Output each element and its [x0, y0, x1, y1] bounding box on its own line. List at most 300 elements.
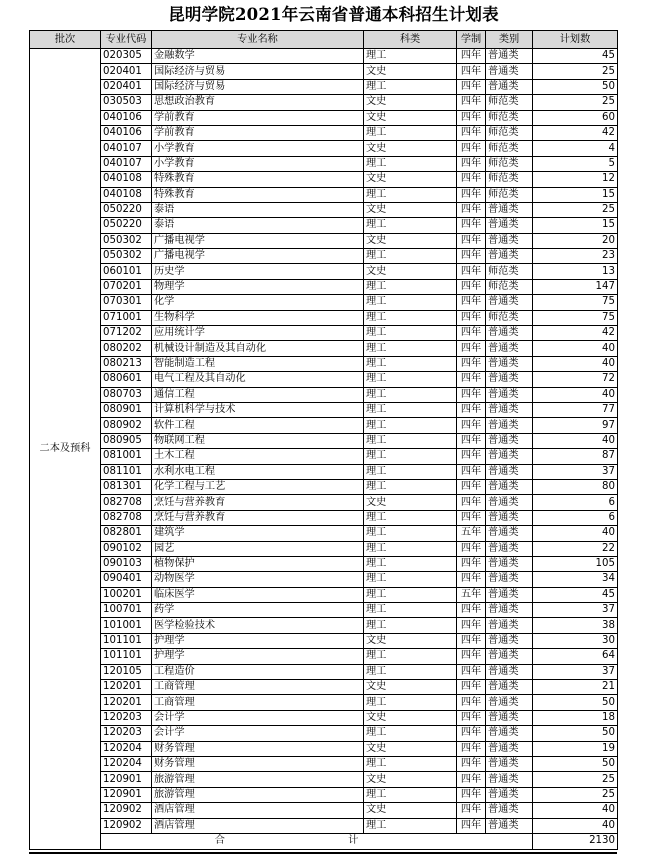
subject-category-cell: 理工 — [364, 664, 457, 679]
plan-count-cell: 25 — [533, 772, 618, 787]
duration-cell: 四年 — [457, 449, 486, 464]
type-cell: 普通类 — [486, 218, 533, 233]
table-row — [30, 526, 618, 541]
major-name-cell: 烹饪与营养教育 — [152, 510, 364, 525]
table-row — [30, 202, 618, 217]
major-name-cell: 旅游管理 — [152, 787, 364, 802]
major-code-cell: 020305 — [101, 49, 152, 64]
major-name-cell: 学前教育 — [152, 110, 364, 125]
type-cell: 普通类 — [486, 526, 533, 541]
duration-cell: 四年 — [457, 95, 486, 110]
duration-cell: 四年 — [457, 172, 486, 187]
table-row — [30, 726, 618, 741]
subject-category-cell: 理工 — [364, 249, 457, 264]
duration-cell: 四年 — [457, 572, 486, 587]
plan-count-cell: 40 — [533, 803, 618, 818]
plan-count-cell: 37 — [533, 464, 618, 479]
subject-category-cell: 理工 — [364, 418, 457, 433]
table-row — [30, 603, 618, 618]
major-name-cell: 广播电视学 — [152, 249, 364, 264]
type-cell: 普通类 — [486, 387, 533, 402]
major-code-cell: 050302 — [101, 233, 152, 248]
plan-count-cell: 42 — [533, 125, 618, 140]
header-batch: 批次 — [30, 31, 101, 49]
major-code-cell: 040106 — [101, 125, 152, 140]
duration-cell: 四年 — [457, 64, 486, 79]
table-row — [30, 633, 618, 648]
plan-count-cell: 147 — [533, 279, 618, 294]
subject-category-cell: 理工 — [364, 526, 457, 541]
subject-category-cell: 文史 — [364, 741, 457, 756]
plan-count-cell: 30 — [533, 633, 618, 648]
major-name-cell: 水利水电工程 — [152, 464, 364, 479]
type-cell: 师范类 — [486, 125, 533, 140]
table-row — [30, 772, 618, 787]
table-row — [30, 95, 618, 110]
duration-cell: 四年 — [457, 772, 486, 787]
major-name-cell: 工商管理 — [152, 695, 364, 710]
type-cell: 普通类 — [486, 372, 533, 387]
plan-count-cell: 6 — [533, 495, 618, 510]
plan-count-cell: 6 — [533, 510, 618, 525]
major-code-cell: 071202 — [101, 326, 152, 341]
subject-category-cell: 文史 — [364, 803, 457, 818]
table-row — [30, 79, 618, 94]
type-cell: 师范类 — [486, 264, 533, 279]
duration-cell: 四年 — [457, 202, 486, 217]
table-row — [30, 464, 618, 479]
duration-cell: 四年 — [457, 264, 486, 279]
major-code-cell: 120901 — [101, 787, 152, 802]
duration-cell: 四年 — [457, 156, 486, 171]
subject-category-cell: 理工 — [364, 387, 457, 402]
header-type: 类别 — [486, 31, 533, 49]
plan-count-cell: 40 — [533, 341, 618, 356]
duration-cell: 四年 — [457, 341, 486, 356]
type-cell: 普通类 — [486, 326, 533, 341]
table-row — [30, 279, 618, 294]
total-value: 2130 — [533, 833, 618, 849]
type-cell: 普通类 — [486, 587, 533, 602]
table-row — [30, 649, 618, 664]
plan-count-cell: 34 — [533, 572, 618, 587]
table-row — [30, 218, 618, 233]
subject-category-cell: 文史 — [364, 202, 457, 217]
duration-cell: 四年 — [457, 556, 486, 571]
duration-cell: 四年 — [457, 249, 486, 264]
major-code-cell: 120902 — [101, 818, 152, 833]
major-name-cell: 烹饪与营养教育 — [152, 495, 364, 510]
duration-cell: 四年 — [457, 356, 486, 371]
subject-category-cell: 理工 — [364, 572, 457, 587]
major-name-cell: 临床医学 — [152, 587, 364, 602]
table-row — [30, 618, 618, 633]
major-name-cell: 生物科学 — [152, 310, 364, 325]
type-cell: 普通类 — [486, 233, 533, 248]
plan-count-cell: 50 — [533, 726, 618, 741]
type-cell: 普通类 — [486, 633, 533, 648]
duration-cell: 四年 — [457, 495, 486, 510]
subject-category-cell: 文史 — [364, 633, 457, 648]
table-row — [30, 295, 618, 310]
plan-count-cell: 40 — [533, 433, 618, 448]
major-name-cell: 特殊教育 — [152, 187, 364, 202]
subject-category-cell: 理工 — [364, 556, 457, 571]
major-code-cell: 020401 — [101, 79, 152, 94]
plan-count-cell: 64 — [533, 649, 618, 664]
type-cell: 普通类 — [486, 433, 533, 448]
table-row — [30, 664, 618, 679]
subject-category-cell: 理工 — [364, 479, 457, 494]
table-row — [30, 156, 618, 171]
major-name-cell: 应用统计学 — [152, 326, 364, 341]
table-row — [30, 249, 618, 264]
major-code-cell: 020401 — [101, 64, 152, 79]
major-name-cell: 会计学 — [152, 726, 364, 741]
plan-count-cell: 77 — [533, 402, 618, 417]
major-code-cell: 050220 — [101, 202, 152, 217]
table-body — [30, 49, 618, 850]
major-code-cell: 040107 — [101, 156, 152, 171]
major-code-cell: 120201 — [101, 695, 152, 710]
major-name-cell: 建筑学 — [152, 526, 364, 541]
header-duration: 学制 — [457, 31, 486, 49]
type-cell: 普通类 — [486, 418, 533, 433]
major-name-cell: 特殊教育 — [152, 172, 364, 187]
type-cell: 普通类 — [486, 772, 533, 787]
enrollment-plan-table — [29, 30, 618, 850]
type-cell: 普通类 — [486, 341, 533, 356]
duration-cell: 四年 — [457, 295, 486, 310]
major-code-cell: 090401 — [101, 572, 152, 587]
total-row — [30, 833, 618, 849]
table-row — [30, 264, 618, 279]
table-row — [30, 572, 618, 587]
duration-cell: 四年 — [457, 326, 486, 341]
major-code-cell: 120204 — [101, 741, 152, 756]
table-row — [30, 187, 618, 202]
major-code-cell: 120201 — [101, 680, 152, 695]
plan-count-cell: 21 — [533, 680, 618, 695]
table-row — [30, 695, 618, 710]
type-cell: 普通类 — [486, 449, 533, 464]
major-name-cell: 化学工程与工艺 — [152, 479, 364, 494]
table-row — [30, 741, 618, 756]
type-cell: 普通类 — [486, 818, 533, 833]
major-name-cell: 园艺 — [152, 541, 364, 556]
subject-category-cell: 文史 — [364, 95, 457, 110]
major-code-cell: 082708 — [101, 495, 152, 510]
subject-category-cell: 理工 — [364, 79, 457, 94]
major-code-cell: 050302 — [101, 249, 152, 264]
major-name-cell: 泰语 — [152, 202, 364, 217]
major-name-cell: 土木工程 — [152, 449, 364, 464]
major-code-cell: 081301 — [101, 479, 152, 494]
major-code-cell: 030503 — [101, 95, 152, 110]
duration-cell: 四年 — [457, 402, 486, 417]
table-header-row — [30, 31, 618, 49]
subject-category-cell: 理工 — [364, 125, 457, 140]
major-code-cell: 080213 — [101, 356, 152, 371]
table-row — [30, 310, 618, 325]
type-cell: 普通类 — [486, 664, 533, 679]
type-cell: 普通类 — [486, 710, 533, 725]
table-row — [30, 418, 618, 433]
table-row — [30, 110, 618, 125]
table-row — [30, 787, 618, 802]
table-row — [30, 756, 618, 771]
major-name-cell: 酒店管理 — [152, 803, 364, 818]
duration-cell: 四年 — [457, 695, 486, 710]
type-cell: 普通类 — [486, 64, 533, 79]
duration-cell: 四年 — [457, 372, 486, 387]
table-row — [30, 541, 618, 556]
major-code-cell: 100701 — [101, 603, 152, 618]
table-row — [30, 433, 618, 448]
duration-cell: 四年 — [457, 818, 486, 833]
plan-count-cell: 5 — [533, 156, 618, 171]
type-cell: 普通类 — [486, 649, 533, 664]
major-code-cell: 101101 — [101, 649, 152, 664]
major-name-cell: 国际经济与贸易 — [152, 79, 364, 94]
plan-count-cell: 50 — [533, 79, 618, 94]
table-row — [30, 556, 618, 571]
plan-count-cell: 42 — [533, 326, 618, 341]
subject-category-cell: 理工 — [364, 310, 457, 325]
subject-category-cell: 文史 — [364, 141, 457, 156]
plan-count-cell: 15 — [533, 218, 618, 233]
major-code-cell: 080902 — [101, 418, 152, 433]
major-code-cell: 120203 — [101, 726, 152, 741]
plan-count-cell: 25 — [533, 787, 618, 802]
table-row — [30, 818, 618, 833]
duration-cell: 四年 — [457, 279, 486, 294]
table-row — [30, 356, 618, 371]
type-cell: 普通类 — [486, 49, 533, 64]
major-code-cell: 090102 — [101, 541, 152, 556]
table-row — [30, 64, 618, 79]
duration-cell: 四年 — [457, 187, 486, 202]
major-code-cell: 040107 — [101, 141, 152, 156]
major-name-cell: 会计学 — [152, 710, 364, 725]
major-name-cell: 国际经济与贸易 — [152, 64, 364, 79]
subject-category-cell: 理工 — [364, 279, 457, 294]
duration-cell: 四年 — [457, 510, 486, 525]
type-cell: 普通类 — [486, 249, 533, 264]
plan-count-cell: 40 — [533, 387, 618, 402]
table-row — [30, 479, 618, 494]
subject-category-cell: 理工 — [364, 433, 457, 448]
plan-count-cell: 22 — [533, 541, 618, 556]
duration-cell: 四年 — [457, 649, 486, 664]
plan-count-cell: 18 — [533, 710, 618, 725]
type-cell: 师范类 — [486, 310, 533, 325]
major-name-cell: 电气工程及其自动化 — [152, 372, 364, 387]
plan-count-cell: 97 — [533, 418, 618, 433]
duration-cell: 四年 — [457, 479, 486, 494]
subject-category-cell: 理工 — [364, 341, 457, 356]
plan-count-cell: 37 — [533, 603, 618, 618]
major-code-cell: 080202 — [101, 341, 152, 356]
major-name-cell: 小学教育 — [152, 141, 364, 156]
plan-count-cell: 38 — [533, 618, 618, 633]
table-row — [30, 387, 618, 402]
table-row — [30, 141, 618, 156]
major-name-cell: 物联网工程 — [152, 433, 364, 448]
type-cell: 普通类 — [486, 402, 533, 417]
plan-count-cell: 60 — [533, 110, 618, 125]
major-code-cell: 050220 — [101, 218, 152, 233]
duration-cell: 四年 — [457, 803, 486, 818]
major-name-cell: 化学 — [152, 295, 364, 310]
subject-category-cell: 理工 — [364, 756, 457, 771]
duration-cell: 四年 — [457, 141, 486, 156]
duration-cell: 四年 — [457, 603, 486, 618]
duration-cell: 四年 — [457, 726, 486, 741]
major-code-cell: 080905 — [101, 433, 152, 448]
table-row — [30, 402, 618, 417]
major-name-cell: 思想政治教育 — [152, 95, 364, 110]
subject-category-cell: 文史 — [364, 495, 457, 510]
table-row — [30, 680, 618, 695]
subject-category-cell: 理工 — [364, 541, 457, 556]
duration-cell: 四年 — [457, 618, 486, 633]
plan-count-cell: 50 — [533, 695, 618, 710]
major-name-cell: 酒店管理 — [152, 818, 364, 833]
subject-category-cell: 理工 — [364, 326, 457, 341]
table-row — [30, 449, 618, 464]
major-code-cell: 120901 — [101, 772, 152, 787]
duration-cell: 五年 — [457, 587, 486, 602]
duration-cell: 四年 — [457, 756, 486, 771]
major-code-cell: 101101 — [101, 633, 152, 648]
major-code-cell: 070301 — [101, 295, 152, 310]
header-subject-category: 科类 — [364, 31, 457, 49]
subject-category-cell: 理工 — [364, 156, 457, 171]
type-cell: 普通类 — [486, 741, 533, 756]
duration-cell: 四年 — [457, 79, 486, 94]
batch-cell: 二本及预科 — [30, 49, 101, 850]
type-cell: 师范类 — [486, 141, 533, 156]
major-code-cell: 120105 — [101, 664, 152, 679]
major-name-cell: 旅游管理 — [152, 772, 364, 787]
plan-count-cell: 40 — [533, 526, 618, 541]
plan-count-cell: 37 — [533, 664, 618, 679]
major-code-cell: 100201 — [101, 587, 152, 602]
major-name-cell: 计算机科学与技术 — [152, 402, 364, 417]
plan-count-cell: 72 — [533, 372, 618, 387]
type-cell: 普通类 — [486, 295, 533, 310]
subject-category-cell: 理工 — [364, 402, 457, 417]
major-name-cell: 护理学 — [152, 649, 364, 664]
major-name-cell: 工商管理 — [152, 680, 364, 695]
type-cell: 普通类 — [486, 479, 533, 494]
major-code-cell: 101001 — [101, 618, 152, 633]
plan-count-cell: 40 — [533, 356, 618, 371]
major-name-cell: 小学教育 — [152, 156, 364, 171]
plan-count-cell: 75 — [533, 310, 618, 325]
major-name-cell: 泰语 — [152, 218, 364, 233]
header-major-code: 专业代码 — [101, 31, 152, 49]
plan-count-cell: 40 — [533, 818, 618, 833]
plan-count-cell: 45 — [533, 49, 618, 64]
major-code-cell: 120204 — [101, 756, 152, 771]
duration-cell: 四年 — [457, 433, 486, 448]
major-code-cell: 081101 — [101, 464, 152, 479]
type-cell: 师范类 — [486, 95, 533, 110]
duration-cell: 四年 — [457, 125, 486, 140]
table-row — [30, 372, 618, 387]
duration-cell: 五年 — [457, 526, 486, 541]
subject-category-cell: 理工 — [364, 695, 457, 710]
type-cell: 师范类 — [486, 156, 533, 171]
type-cell: 师范类 — [486, 187, 533, 202]
table-row — [30, 341, 618, 356]
major-name-cell: 工程造价 — [152, 664, 364, 679]
subject-category-cell: 理工 — [364, 510, 457, 525]
subject-category-cell: 理工 — [364, 726, 457, 741]
major-code-cell: 120203 — [101, 710, 152, 725]
type-cell: 普通类 — [486, 79, 533, 94]
table-row — [30, 172, 618, 187]
major-code-cell: 070201 — [101, 279, 152, 294]
table-row — [30, 233, 618, 248]
plan-count-cell: 12 — [533, 172, 618, 187]
document-title: 昆明学院2021年云南省普通本科招生计划表 — [168, 5, 499, 24]
table-row — [30, 803, 618, 818]
major-name-cell: 护理学 — [152, 633, 364, 648]
table-row — [30, 49, 618, 64]
type-cell: 普通类 — [486, 356, 533, 371]
major-code-cell: 080901 — [101, 402, 152, 417]
major-name-cell: 医学检验技术 — [152, 618, 364, 633]
duration-cell: 四年 — [457, 464, 486, 479]
duration-cell: 四年 — [457, 664, 486, 679]
subject-category-cell: 文史 — [364, 680, 457, 695]
type-cell: 普通类 — [486, 680, 533, 695]
type-cell: 普通类 — [486, 787, 533, 802]
subject-category-cell: 文史 — [364, 710, 457, 725]
subject-category-cell: 理工 — [364, 818, 457, 833]
type-cell: 普通类 — [486, 726, 533, 741]
subject-category-cell: 理工 — [364, 187, 457, 202]
major-code-cell: 120902 — [101, 803, 152, 818]
major-name-cell: 智能制造工程 — [152, 356, 364, 371]
major-code-cell: 080703 — [101, 387, 152, 402]
type-cell: 普通类 — [486, 695, 533, 710]
major-code-cell: 060101 — [101, 264, 152, 279]
subject-category-cell: 理工 — [364, 372, 457, 387]
subject-category-cell: 理工 — [364, 49, 457, 64]
plan-count-cell: 25 — [533, 64, 618, 79]
subject-category-cell: 文史 — [364, 64, 457, 79]
subject-category-cell: 理工 — [364, 464, 457, 479]
subject-category-cell: 文史 — [364, 233, 457, 248]
total-label: 合 计 — [101, 833, 533, 849]
type-cell: 普通类 — [486, 572, 533, 587]
table-row — [30, 495, 618, 510]
major-code-cell: 082708 — [101, 510, 152, 525]
subject-category-cell: 文史 — [364, 172, 457, 187]
duration-cell: 四年 — [457, 541, 486, 556]
major-name-cell: 广播电视学 — [152, 233, 364, 248]
header-major-name: 专业名称 — [152, 31, 364, 49]
subject-category-cell: 理工 — [364, 295, 457, 310]
subject-category-cell: 理工 — [364, 618, 457, 633]
major-name-cell: 通信工程 — [152, 387, 364, 402]
major-code-cell: 071001 — [101, 310, 152, 325]
plan-count-cell: 50 — [533, 756, 618, 771]
